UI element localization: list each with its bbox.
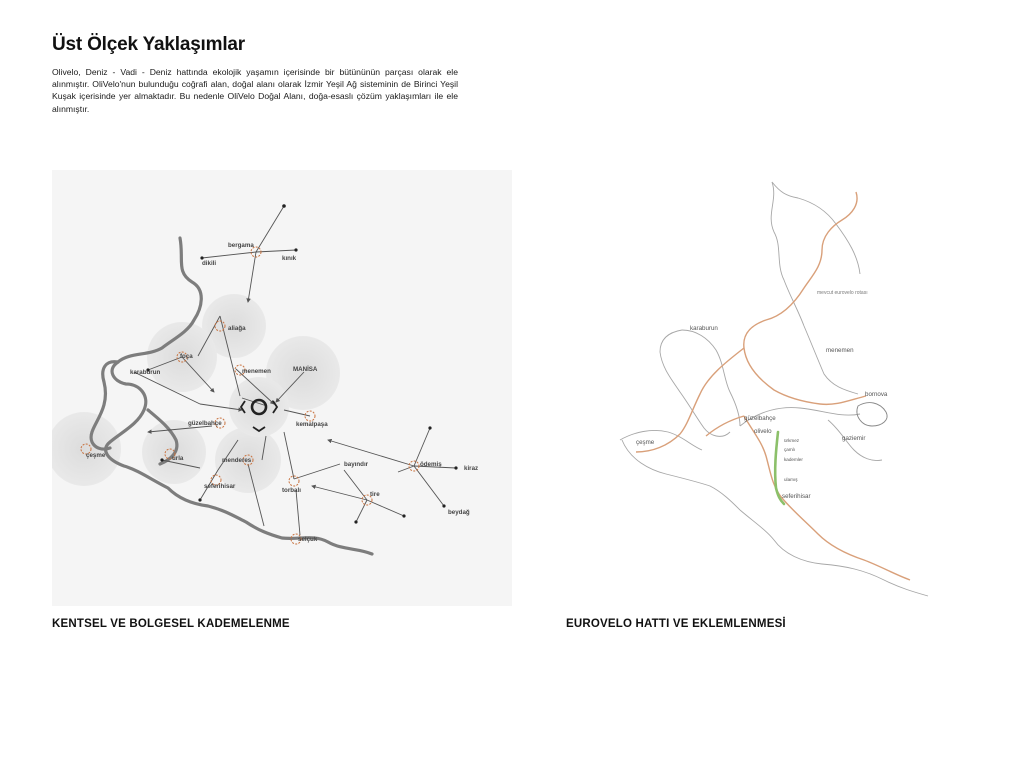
label-kiraz: kiraz xyxy=(464,465,479,472)
eurovelo-route xyxy=(636,192,910,580)
label-karaburun: karaburun xyxy=(130,369,161,376)
intro-paragraph: Olivelo, Deniz - Vadi - Deniz hattında ekolojik yaşamın içerisinde bir bütününün parçası olarak ele alınmıştır. OliVelo'nun bulunduğu coğrafi alan, doğal alanı olarak İzmir Yeşil Ağ sisteminin de Birinci Yeşil Kuşak içerisinde yer almaktadır. Bu nedenle OliVelo Doğal Alanı, doğa-esaslı çözüm yaklaşımları ile ele alınmıştır. xyxy=(52,67,458,114)
label-menderes: menderes xyxy=(222,457,252,464)
label-karaburun: karaburun xyxy=(690,325,718,332)
label-cesme: çeşme xyxy=(86,452,106,459)
label-odemis: ödemiş xyxy=(420,461,442,468)
label-dikili: dikili xyxy=(202,260,217,267)
coast-outline xyxy=(620,182,928,596)
label-urkmez: ürkmez xyxy=(784,438,800,443)
label-urla: urla xyxy=(172,455,184,462)
label-menemen: menemen xyxy=(826,347,854,354)
label-beydag: beydağ xyxy=(448,509,470,516)
influence-halos xyxy=(52,294,340,493)
caption-regional-hierarchy: KENTSEL VE BOLGESEL KADEMELENME xyxy=(52,618,290,630)
label-aliaga: aliağa xyxy=(228,325,246,332)
label-menemen: menemen xyxy=(242,368,271,375)
bornova-shape xyxy=(857,403,887,426)
label-bergama: bergama xyxy=(228,242,254,249)
eurovelo-route-map xyxy=(560,170,960,606)
label-selcuk: selçuk xyxy=(298,536,318,543)
label-manisa: MANİSA xyxy=(293,366,318,373)
label-kinik: kınık xyxy=(282,255,297,262)
label-cesme: çeşme xyxy=(636,439,655,446)
label-mevcut-route: mevcut eurovelo rotası xyxy=(817,290,868,296)
label-torbali: torbalı xyxy=(282,487,301,494)
regional-map-svg xyxy=(52,170,512,606)
label-bayindir: bayındır xyxy=(344,461,369,468)
label-kademler: kademler xyxy=(784,457,803,462)
caption-eurovelo: EUROVELO HATTI VE EKLEMLENMESİ xyxy=(566,618,786,630)
label-tire: tire xyxy=(370,491,380,498)
label-foca: foça xyxy=(180,353,193,360)
regional-hierarchy-diagram xyxy=(52,170,512,606)
page-title: Üst Ölçek Yaklaşımlar xyxy=(52,34,245,55)
label-gaziemir: gaziemir xyxy=(842,435,866,442)
label-guzelbahce: güzelbahçe xyxy=(744,415,776,422)
label-seferihisar: seferihisar xyxy=(782,493,811,500)
label-camli: çamlı xyxy=(784,447,795,452)
label-bornova: bornova xyxy=(865,391,888,398)
label-kemalpasa: kemalpaşa xyxy=(296,421,328,428)
label-seferihisar: seferihisar xyxy=(204,483,236,490)
label-guzelbahce: güzelbahçe xyxy=(188,420,222,427)
eurovelo-map-svg xyxy=(560,170,960,606)
label-olivelo: olivelo xyxy=(754,428,772,435)
label-ulamis: ulamış xyxy=(784,477,798,482)
